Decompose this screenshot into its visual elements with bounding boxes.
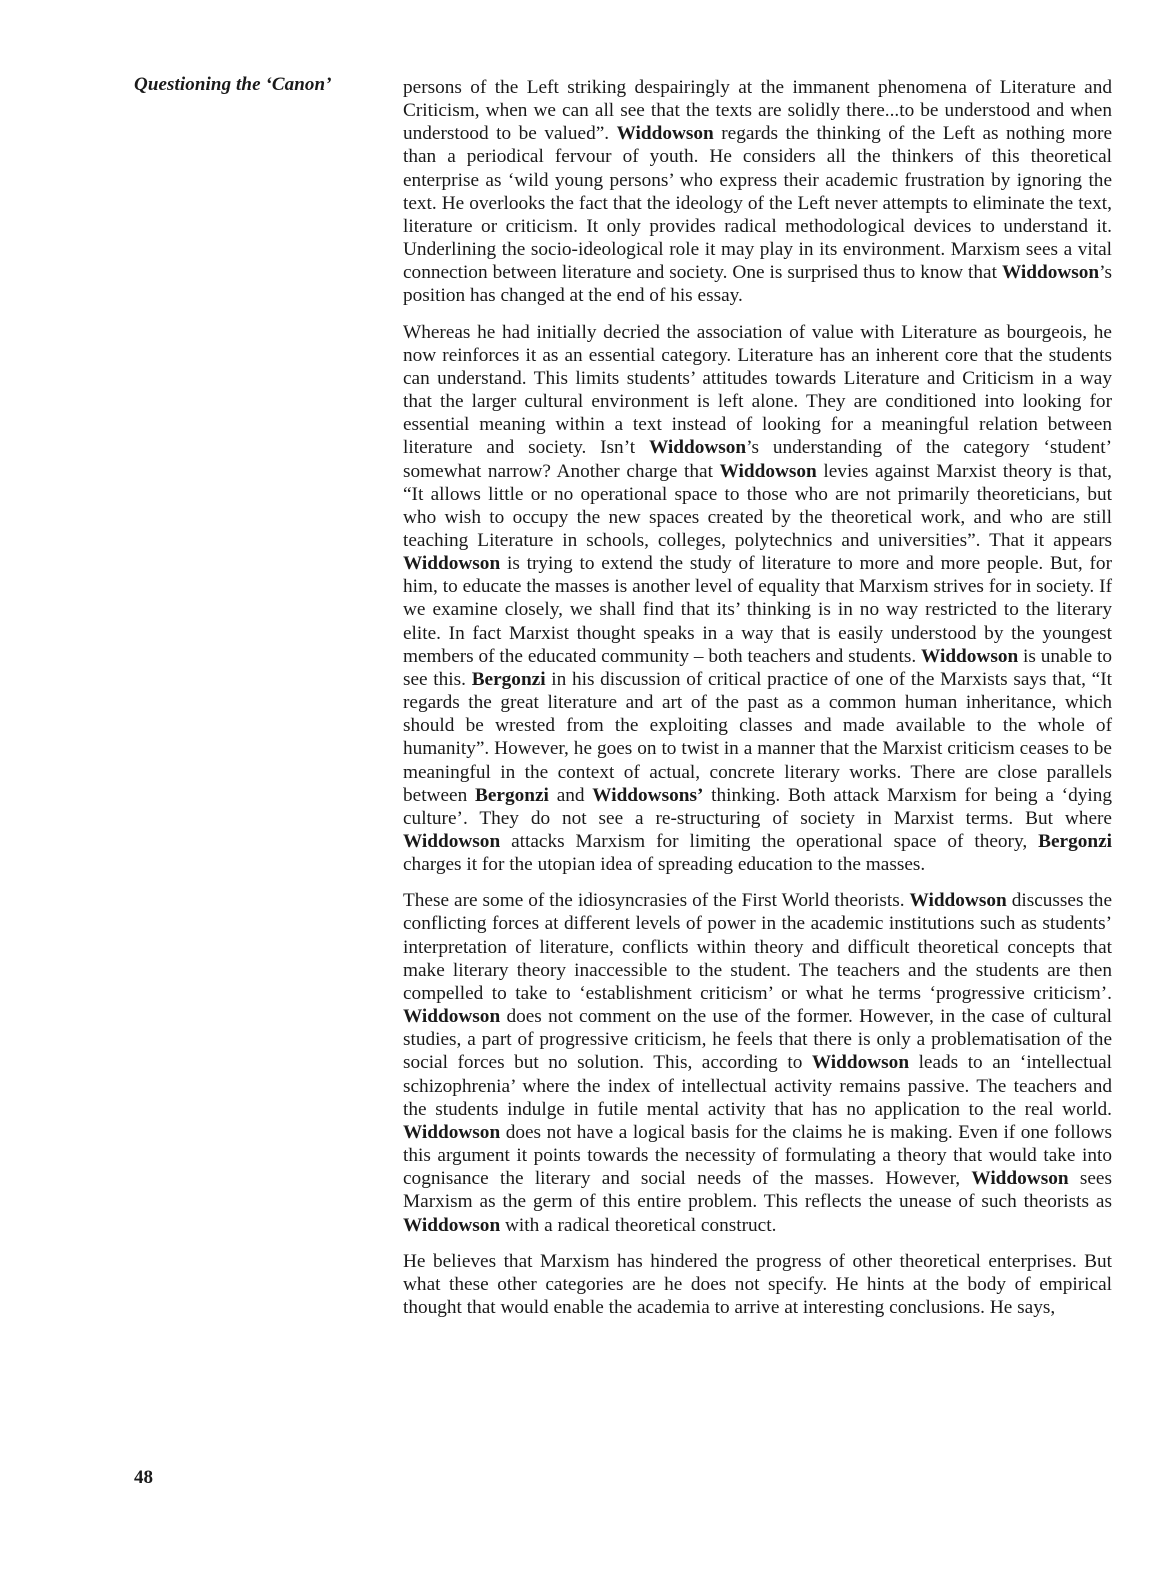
- text-run: with a radical theoretical construct.: [500, 1214, 777, 1236]
- text-run: does not comment on the use of the former. However, in the case of cultural studies, a part of progressive criticism, he feels that there is only a problematisation of the social forces but no solution. This, according to: [403, 1006, 1112, 1074]
- text-run: does not have a logical basis for the claims he is making. Even if one follows this argument it points towards the necessity of formulating a theory that would take into cognisance the literary and social needs of the masses. However,: [403, 1121, 1112, 1190]
- text-run: persons of the Left striking despairingly at the immanent phenomena of Literature and Criticism, when we can all see that the texts are solidly there...to be understood and when understood to be valued”.: [403, 77, 1112, 145]
- text-run: regards the thinking of the Left as nothing more than a periodical fervour of youth. He considers all the thinkers of this theoretical enterprise as ‘wild young persons’ who express their academic frustration by ignoring the text. He overlooks the fact that the ideology of the Left never attempts to eliminate the text, literature or criticism. It only provides radical methodological devices to understand it. Underlining the socio-ideological role it may play in its environment. Marxism sees a vital connection between literature and society. One is surprised thus to know that: [403, 123, 1113, 284]
- page-number: 48: [134, 1467, 153, 1488]
- bold-name: Widdowson: [811, 1052, 910, 1074]
- text-run: He believes that Marxism has hindered the progress of other theoretical enterprises. But what these other categories are he does not specify. He hints at the body of empirical thought that would enable the academia to arrive at interesting conclusions. He says,: [403, 1250, 1112, 1318]
- bold-name: Bergonzi: [475, 784, 549, 806]
- text-run: is trying to extend the study of literature to more and more people. But, for him, to educate the masses is another level of equality that Marxism strives for in society. If we examine closely, we shall find that its’ thinking is in no way restricted to the literary elite. In fact Marxist thought speaks in a way that is easily understood by the youngest members of the educated community – both teachers and students.: [403, 553, 1112, 667]
- body-text: [403, 76, 1112, 1332]
- bold-name: Widdowson: [648, 437, 747, 459]
- bold-name: Widdowson: [719, 460, 817, 482]
- paragraph: [403, 1250, 1112, 1319]
- bold-name: Widdowson: [909, 890, 1007, 912]
- paragraph: [403, 889, 1112, 1236]
- bold-name: Widdowson: [921, 645, 1019, 667]
- text-run: in his discussion of critical practice of one of the Marxists says that, “It regards the great literature and art of the past as a common human inheritance, which should be wrested from the exploiting classes and made available to the whole of humanity”. However, he goes on to twist in a manner that the Marxist criticism ceases to be meaningful in the context of actual, concrete literary works. There are close parallels between: [403, 668, 1112, 806]
- bold-name: Widdowson: [403, 1214, 501, 1236]
- text-run: thinking. Both attack Marxism for being a ‘dying culture’. They do not see a re-structuring of society in Marxist terms. But where: [403, 784, 1112, 829]
- text-run: and: [548, 784, 593, 806]
- text-run: leads to an ‘intellectual schizophrenia’ where the index of intellectual activity remains passive. The teachers and the students indulge in futile mental activity that has no application to the real world.: [403, 1052, 1113, 1120]
- bold-name: Widdowson: [616, 123, 714, 145]
- running-head: Questioning the ‘Canon’: [134, 74, 332, 95]
- bold-name: Bergonzi: [471, 668, 546, 690]
- text-run: is unable to see this.: [403, 645, 1112, 690]
- bold-name: Widdowsons’: [592, 784, 704, 806]
- text-run: ’s position has changed at the end of his essay.: [403, 262, 1112, 307]
- bold-name: Widdowson: [403, 1121, 501, 1143]
- text-run: ’s understanding of the category ‘student’ somewhat narrow? Another charge that: [403, 437, 1112, 482]
- text-run: attacks Marxism for limiting the operational space of theory,: [500, 831, 1039, 852]
- bold-name: Widdowson: [1001, 262, 1100, 284]
- text-run: These are some of the idiosyncrasies of the First World theorists.: [403, 890, 910, 912]
- text-run: sees Marxism as the germ of this entire problem. This reflects the unease of such theorists as: [403, 1168, 1112, 1213]
- paragraph: [403, 76, 1112, 308]
- text-run: discusses the conflicting forces at different levels of power in the academic institutions such as students’ interpretation of literature, conflicts within theory and difficult theoretical concepts that make literary theory inaccessible to the student. The teachers and the students are then compelled to take to ‘establishment criticism’ or what he terms ‘progressive criticism’.: [403, 890, 1113, 1004]
- bold-name: Widdowson: [403, 831, 501, 852]
- paragraph: [403, 321, 1112, 877]
- bold-name: Widdowson: [403, 553, 501, 575]
- bold-name: Widdowson: [403, 1006, 501, 1028]
- bold-name: Widdowson: [971, 1168, 1069, 1190]
- text-run: levies against Marxist theory is that, “It allows little or no operational space to those who are not primarily theoreticians, but who wish to occupy the new spaces created by the theoretical work, and who are still teaching Literature in schools, colleges, polytechnics and universities”. That it appears: [403, 460, 1112, 551]
- bold-name: Bergonzi: [1038, 831, 1112, 852]
- text-run: Whereas he had initially decried the association of value with Literature as bourgeois, he now reinforces it as an essential category. Literature has an inherent core that the students can understand. This limits students’ attitudes towards Literature and Criticism in a way that the larger cultural environment is left alone. They are conditioned into looking for essential meaning within a text instead of looking for a meaningful relation between literature and society. Isn’t: [403, 321, 1112, 459]
- text-run: charges it for the utopian idea of spreading education to the masses.: [403, 854, 926, 876]
